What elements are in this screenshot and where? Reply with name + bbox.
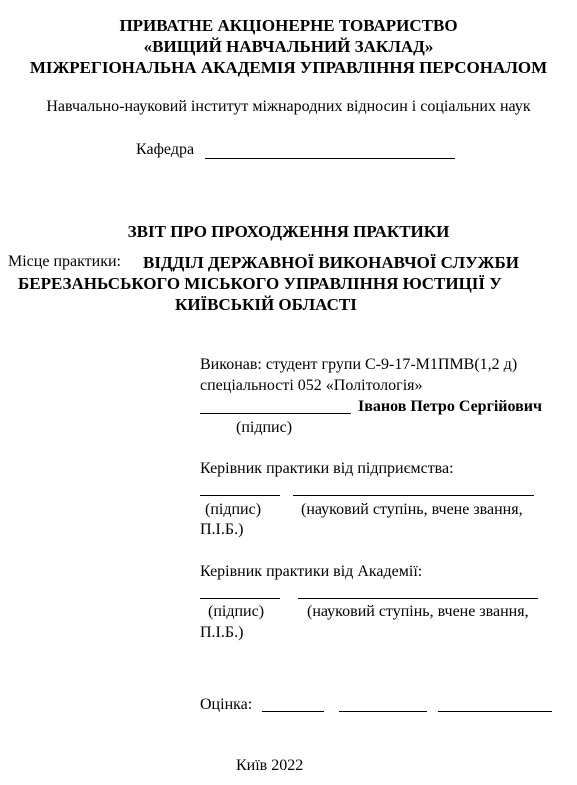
- place-label: Місце практики:: [8, 253, 121, 270]
- performer-line-2: спеціальності 052 «Політологія»: [200, 377, 423, 394]
- grade-line-3: [438, 711, 552, 712]
- place-line-3: КИЇВСЬКІЙ ОБЛАСТІ: [175, 295, 357, 314]
- performer-signature-line: [200, 413, 351, 414]
- org-name-line-3: МІЖРЕГІОНАЛЬНА АКАДЕМІЯ УПРАВЛІННЯ ПЕРСОНАЛОМ: [29, 58, 548, 77]
- academy-details-caption-2: П.І.Б.): [200, 624, 244, 641]
- academy-details-line: [298, 598, 538, 599]
- org-name-line-2: «ВИЩИЙ НАВЧАЛЬНИЙ ЗАКЛАД»: [143, 37, 434, 56]
- enterprise-signature-line: [200, 495, 280, 496]
- department-label: Кафедра: [136, 141, 195, 158]
- academy-details-caption: (науковий ступінь, вчене звання,: [307, 603, 529, 620]
- city-year: Київ 2022: [236, 757, 304, 774]
- academy-signature-caption: (підпис): [208, 603, 265, 620]
- grade-label: Оцінка:: [200, 696, 253, 713]
- place-line-2: БЕРЕЗАНЬСЬКОГО МІСЬКОГО УПРАВЛІННЯ ЮСТИЦІЇ У: [18, 274, 502, 293]
- grade-line-1: [262, 711, 324, 712]
- enterprise-supervisor-title: Керівник практики від підприємства:: [200, 460, 454, 477]
- department-field-line: [205, 158, 455, 159]
- report-title: ЗВІТ ПРО ПРОХОДЖЕННЯ ПРАКТИКИ: [127, 222, 450, 241]
- grade-line-2: [339, 711, 427, 712]
- academy-supervisor-title: Керівник практики від Академії:: [200, 563, 423, 580]
- performer-name: Іванов Петро Сергійович: [358, 398, 542, 415]
- performer-line-1: Виконав: студент групи С-9-17-М1ПМВ(1,2 д): [200, 356, 518, 373]
- org-name-line-1: ПРИВАТНЕ АКЦІОНЕРНЕ ТОВАРИСТВО: [119, 16, 458, 35]
- enterprise-details-caption-2: П.І.Б.): [200, 521, 244, 538]
- enterprise-details-caption: (науковий ступінь, вчене звання,: [301, 501, 523, 518]
- academy-signature-line: [200, 598, 280, 599]
- place-line-1: ВІДДІЛ ДЕРЖАВНОЇ ВИКОНАВЧОЇ СЛУЖБИ: [143, 253, 519, 272]
- enterprise-signature-caption: (підпис): [205, 501, 262, 518]
- institute-name: Навчально-науковий інститут міжнародних відносин і соціальних наук: [46, 98, 531, 115]
- enterprise-details-line: [293, 495, 534, 496]
- performer-signature-caption: (підпис): [236, 419, 293, 436]
